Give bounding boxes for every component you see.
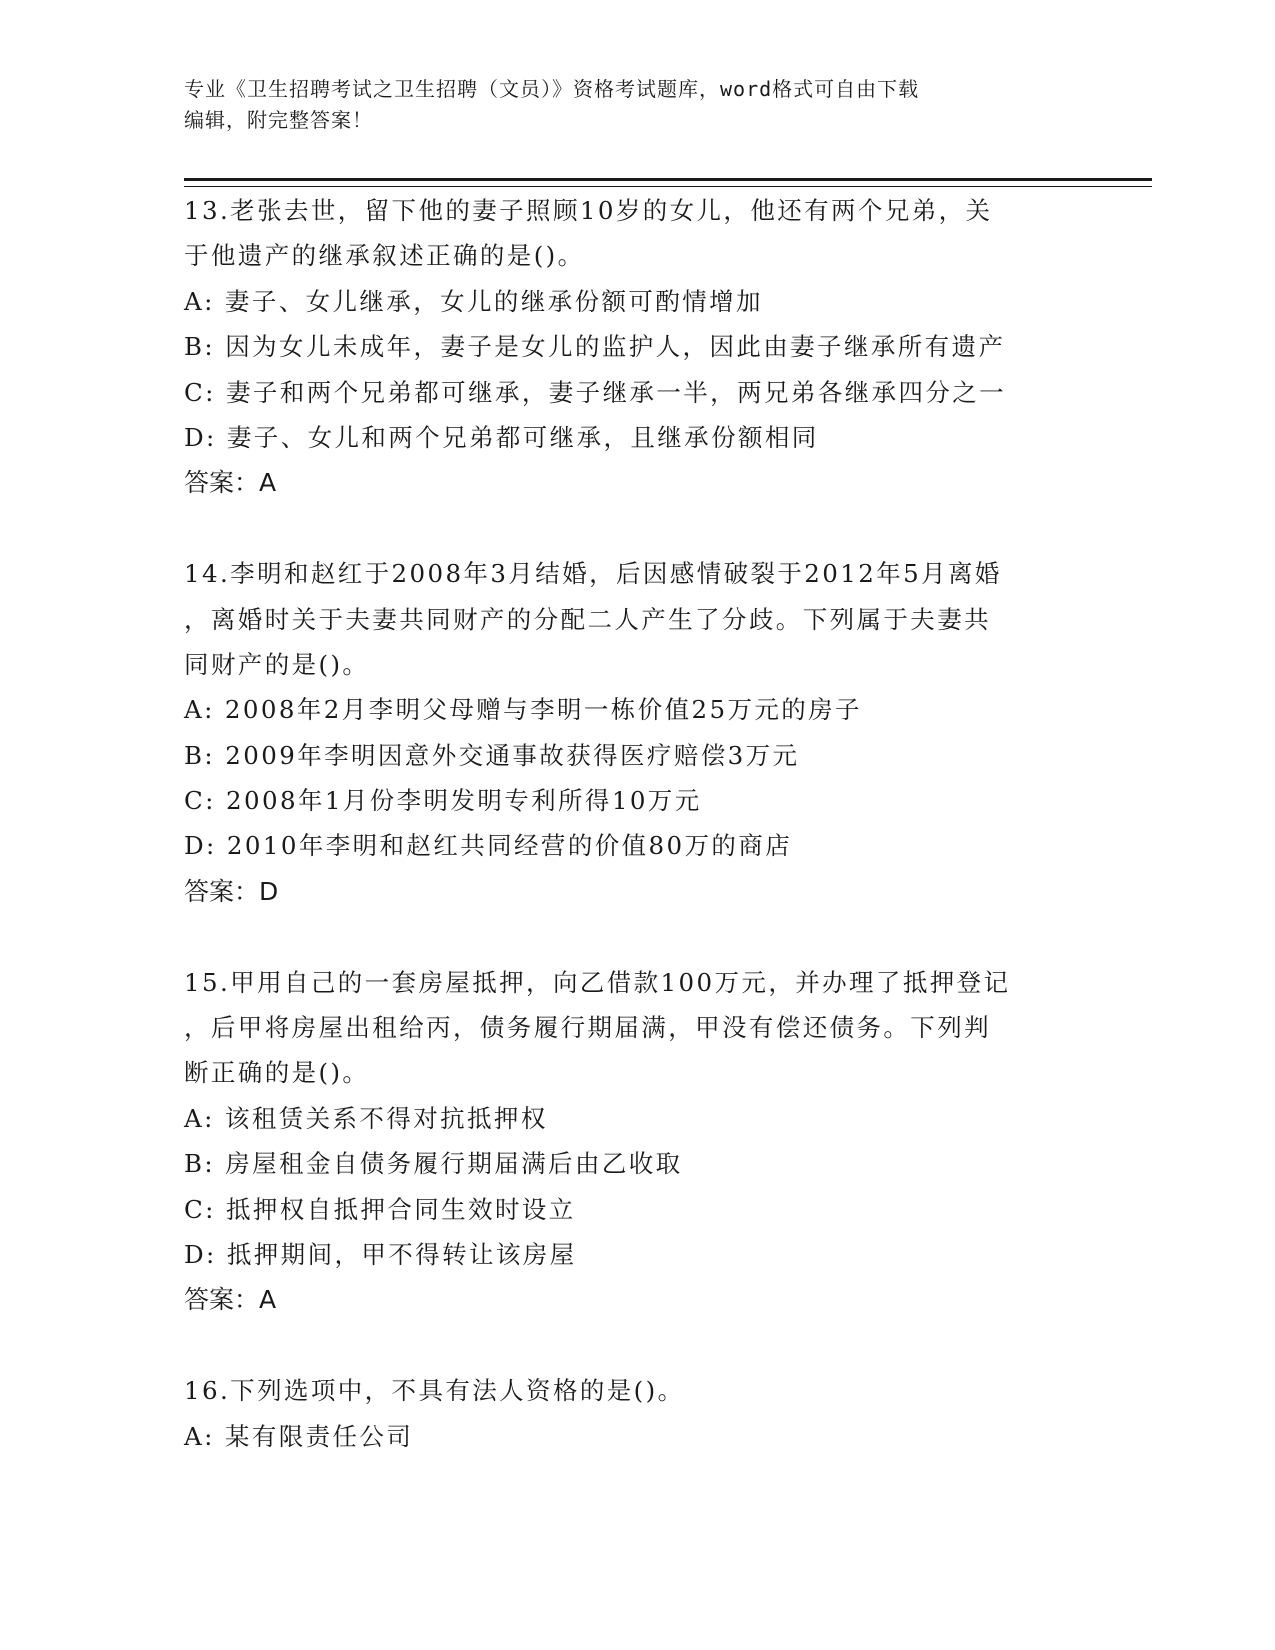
question-13	[184, 188, 1084, 506]
question-15	[184, 960, 1084, 1323]
question-spacer	[184, 1323, 1084, 1368]
question-stem-line: 断正确的是()。	[184, 1058, 370, 1088]
answer-line: 答案：A	[184, 468, 277, 498]
option-d: D: 抵押期间，甲不得转让该房屋	[184, 1239, 577, 1269]
option-a: A: 2008年2月李明父母赠与李明一栋价值25万元的房子	[184, 695, 862, 725]
question-spacer	[184, 914, 1084, 959]
header-line-2: 编辑，附完整答案！	[184, 108, 373, 132]
option-b: B: 2009年李明因意外交通事故获得医疗赔偿3万元	[184, 740, 800, 770]
option-d: D: 妻子、女儿和两个兄弟都可继承，且继承份额相同	[184, 422, 819, 452]
option-b: B: 房屋租金自债务履行期届满后由乙收取	[184, 1149, 683, 1179]
question-spacer	[184, 506, 1084, 551]
option-c: C: 妻子和两个兄弟都可继承，妻子继承一半，两兄弟各继承四分之一	[184, 377, 1007, 407]
option-c: C: 2008年1月份李明发明专利所得10万元	[184, 786, 702, 816]
question-stem-line: 15.甲用自己的一套房屋抵押，向乙借款100万元，并办理了抵押登记	[184, 967, 1011, 997]
question-stem-line: 同财产的是()。	[184, 649, 370, 679]
question-stem-line: 于他遗产的继承叙述正确的是()。	[184, 241, 585, 271]
header-line-1: 专业《卫生招聘考试之卫生招聘（文员）》资格考试题库，word格式可自由下载	[184, 77, 920, 101]
option-b: B: 因为女儿未成年，妻子是女儿的监护人，因此由妻子继承所有遗产	[184, 332, 1006, 362]
question-stem-line: ，离婚时关于夫妻共同财产的分配二人产生了分歧。下列属于夫妻共	[184, 604, 991, 634]
question-stem-line: 14.李明和赵红于2008年3月结婚，后因感情破裂于2012年5月离婚	[184, 559, 1002, 589]
option-a: A: 某有限责任公司	[184, 1421, 414, 1451]
option-c: C: 抵押权自抵押合同生效时设立	[184, 1194, 576, 1224]
question-stem-line: 16.下列选项中，不具有法人资格的是()。	[184, 1376, 685, 1406]
question-14	[184, 551, 1084, 914]
answer-line: 答案：A	[184, 1285, 277, 1315]
header-divider-thin	[184, 186, 1152, 187]
option-d: D: 2010年李明和赵红共同经营的价值80万的商店	[184, 831, 793, 861]
answer-line: 答案：D	[184, 876, 279, 906]
question-stem-line: 13.老张去世，留下他的妻子照顾10岁的女儿，他还有两个兄弟，关	[184, 196, 993, 225]
document-header	[184, 74, 1084, 136]
question-list	[184, 188, 1084, 1459]
option-a: A: 妻子、女儿继承，女儿的继承份额可酌情增加	[184, 286, 763, 316]
header-divider-thick	[184, 178, 1152, 181]
option-a: A: 该租赁关系不得对抗抵押权	[184, 1103, 548, 1133]
question-16	[184, 1368, 1084, 1459]
question-stem-line: ，后甲将房屋出租给丙，债务履行期届满，甲没有偿还债务。下列判	[184, 1013, 991, 1043]
